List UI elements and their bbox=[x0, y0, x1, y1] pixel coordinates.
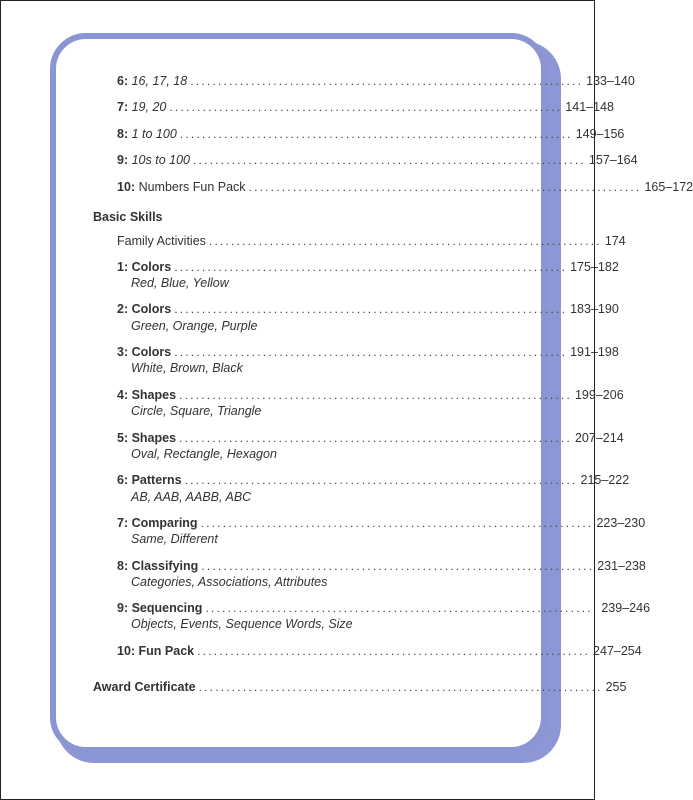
toc-entry bbox=[117, 301, 619, 317]
entry-pages: 215–222 bbox=[580, 473, 630, 487]
dot-leader: ....................................................................... bbox=[179, 388, 572, 402]
entry-number: 10: bbox=[117, 180, 136, 194]
toc-entry bbox=[117, 259, 619, 275]
entry-title: 8: Classifying bbox=[117, 559, 199, 573]
toc-entry bbox=[117, 344, 619, 360]
toc-entry bbox=[117, 387, 624, 403]
entry-title: 7: Comparing bbox=[117, 516, 198, 530]
entry-pages: 157–164 bbox=[588, 153, 638, 167]
entry-label: 1 to 100 bbox=[131, 127, 177, 141]
entry-title: 6: Patterns bbox=[117, 473, 182, 487]
entry-label: 19, 20 bbox=[131, 100, 167, 114]
dot-leader: ....................................................................... bbox=[200, 516, 594, 530]
dot-leader: ....................................................................... bbox=[184, 473, 578, 487]
dot-leader: ....................................................................... bbox=[205, 601, 599, 615]
entry-title: 1: Colors bbox=[117, 260, 172, 274]
entry-number: 9: bbox=[117, 153, 129, 167]
dot-leader: ....................................................................... bbox=[174, 260, 568, 274]
entry-subtitle: Categories, Associations, Attributes bbox=[131, 575, 328, 589]
entry-label: Family Activities bbox=[117, 234, 206, 248]
entry-pages: 141–148 bbox=[565, 100, 614, 114]
toc-entry bbox=[117, 430, 624, 446]
entry-pages: 247–254 bbox=[593, 644, 642, 658]
dot-leader: ....................................................................... bbox=[193, 153, 586, 167]
entry-title: 2: Colors bbox=[117, 302, 172, 316]
toc-entry bbox=[117, 126, 625, 142]
dot-leader: ....................................................................... bbox=[197, 644, 591, 658]
dot-leader: ....................................................................... bbox=[169, 100, 563, 114]
entry-subtitle: Circle, Square, Triangle bbox=[131, 404, 262, 418]
toc-entry bbox=[117, 152, 638, 168]
entry-pages: 149–156 bbox=[575, 127, 625, 141]
entry-number: 7: bbox=[117, 100, 129, 114]
entry-subtitle: AB, AAB, AABB, ABC bbox=[131, 490, 252, 504]
toc-entry-family bbox=[117, 233, 626, 249]
toc-entry bbox=[117, 600, 651, 616]
entry-pages: 174 bbox=[604, 234, 626, 248]
entry-title: Award Certificate bbox=[93, 680, 196, 694]
toc-entry-award bbox=[93, 679, 627, 695]
entry-pages: 133–140 bbox=[586, 74, 635, 88]
entry-subtitle: Same, Different bbox=[131, 532, 218, 546]
entry-pages: 183–190 bbox=[570, 302, 619, 316]
entry-number: 8: bbox=[117, 127, 129, 141]
toc-entry bbox=[117, 179, 693, 195]
entry-subtitle: Objects, Events, Sequence Words, Size bbox=[131, 617, 353, 631]
entry-pages: 231–238 bbox=[597, 559, 646, 573]
dot-leader: ....................................................................... bbox=[179, 127, 573, 141]
entry-label: 16, 17, 18 bbox=[131, 74, 188, 88]
dot-leader: ....................................................................... bbox=[190, 74, 584, 88]
entry-pages: 207–214 bbox=[574, 431, 624, 445]
dot-leader: ....................................................................... bbox=[248, 180, 642, 194]
entry-number: 6: bbox=[117, 74, 129, 88]
dot-leader: ....................................................................... bbox=[174, 345, 568, 359]
toc-entry bbox=[117, 558, 646, 574]
entry-pages: 175–182 bbox=[570, 260, 619, 274]
entry-subtitle: Oval, Rectangle, Hexagon bbox=[131, 447, 277, 461]
dot-leader: ....................................................................... bbox=[179, 431, 572, 445]
entry-title: 9: Sequencing bbox=[117, 601, 203, 615]
entry-title: 5: Shapes bbox=[117, 431, 177, 445]
entry-label: 10s to 100 bbox=[131, 153, 190, 167]
entry-subtitle: Green, Orange, Purple bbox=[131, 319, 258, 333]
dot-leader: ....................................................................... bbox=[201, 559, 595, 573]
entry-title: 3: Colors bbox=[117, 345, 172, 359]
entry-subtitle: White, Brown, Black bbox=[131, 361, 243, 375]
entry-pages: 223–230 bbox=[596, 516, 646, 530]
toc-entry bbox=[117, 472, 630, 488]
section-heading: Basic Skills bbox=[93, 210, 163, 224]
entry-subtitle: Red, Blue, Yellow bbox=[131, 276, 229, 290]
dot-leader: ....................................................................... bbox=[208, 234, 602, 248]
entry-pages: 199–206 bbox=[574, 388, 624, 402]
toc-entry bbox=[117, 515, 646, 531]
entry-pages: 165–172 bbox=[644, 180, 693, 194]
dot-leader: ......................................................................... bbox=[198, 680, 603, 694]
entry-pages: 255 bbox=[605, 680, 627, 694]
entry-pages: 191–198 bbox=[570, 345, 619, 359]
entry-pages: 239–246 bbox=[601, 601, 651, 615]
toc-entry bbox=[117, 643, 642, 659]
entry-title: 10: Fun Pack bbox=[117, 644, 195, 658]
entry-label: Numbers Fun Pack bbox=[138, 180, 246, 194]
toc-entry bbox=[117, 73, 635, 89]
dot-leader: ....................................................................... bbox=[174, 302, 568, 316]
entry-title: 4: Shapes bbox=[117, 388, 177, 402]
toc-entry bbox=[117, 99, 614, 115]
